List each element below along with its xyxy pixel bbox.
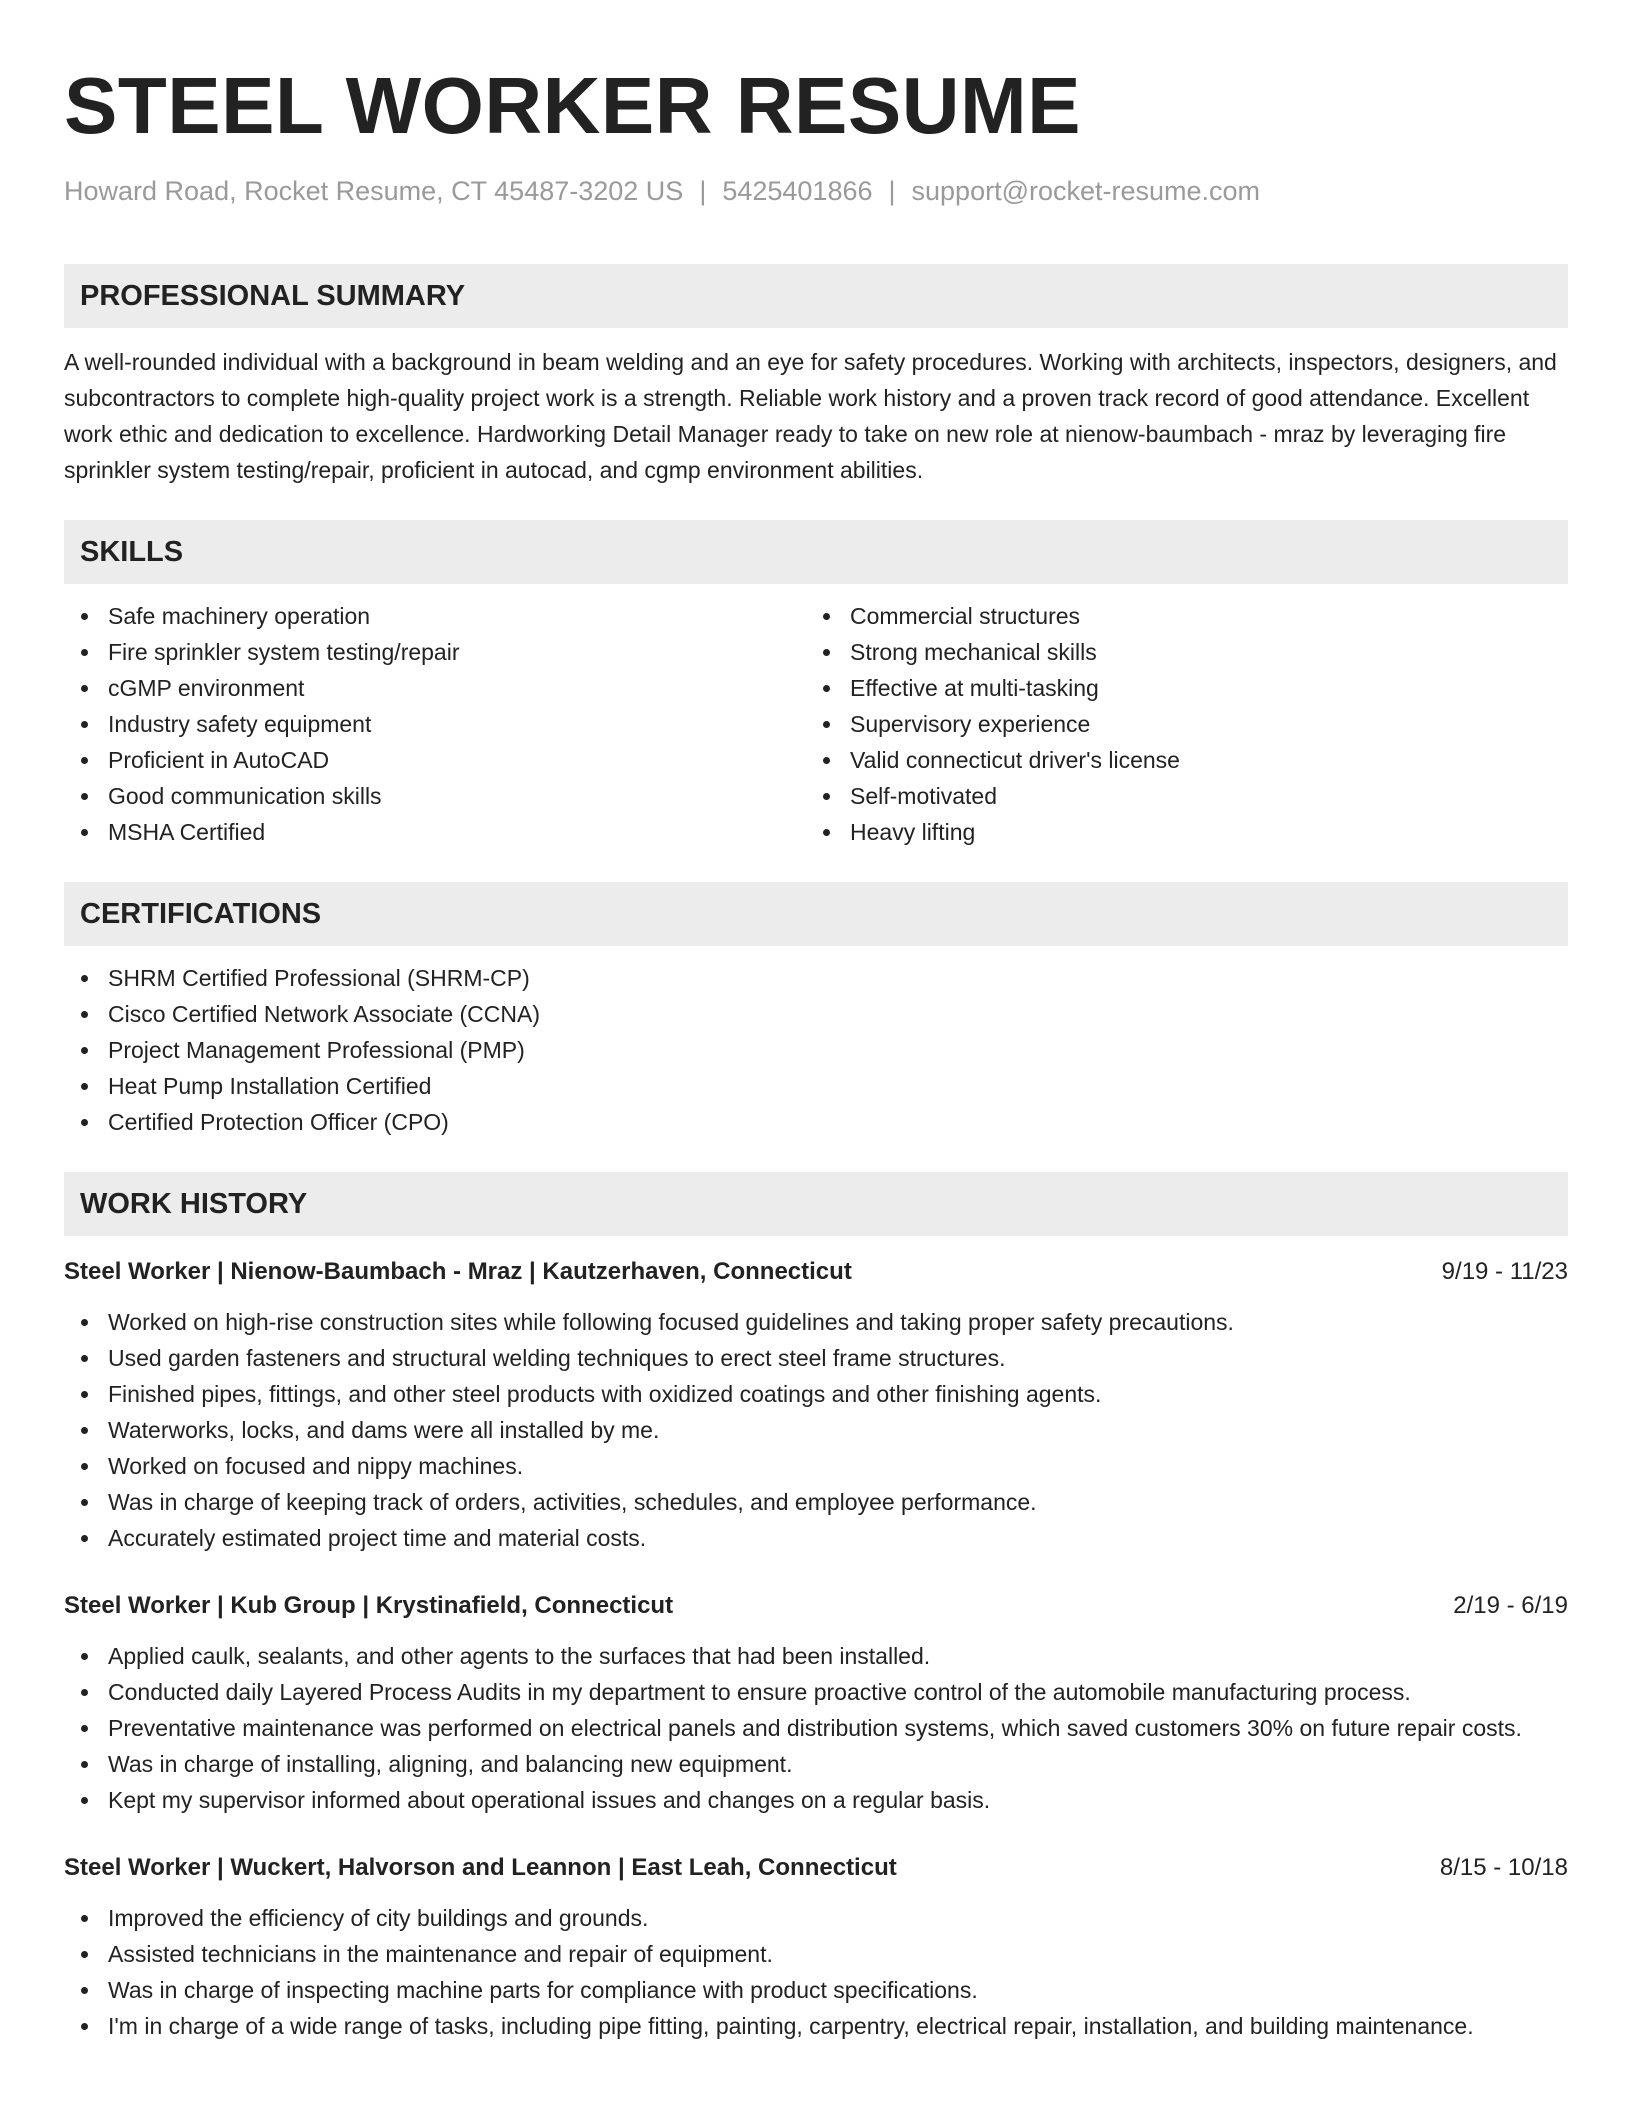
job-duty: Worked on high-rise construction sites while following focused guidelines and taking proper safety precautions.	[64, 1304, 1568, 1340]
skill-item: Valid connecticut driver's license	[806, 742, 1548, 778]
job-duty: Conducted daily Layered Process Audits in my department to ensure proactive control of the automobile manufacturing process.	[64, 1674, 1568, 1710]
section-header-summary: PROFESSIONAL SUMMARY	[64, 264, 1568, 328]
skill-item: Self-motivated	[806, 778, 1548, 814]
contact-separator: |	[888, 176, 896, 206]
skill-item: Fire sprinkler system testing/repair	[64, 634, 806, 670]
job-duty: Was in charge of keeping track of orders, activities, schedules, and employee performance.	[64, 1484, 1568, 1520]
contact-line	[64, 174, 1568, 208]
job-duty: Was in charge of installing, aligning, and balancing new equipment.	[64, 1746, 1568, 1782]
job-duty: I'm in charge of a wide range of tasks, including pipe fitting, painting, carpentry, electrical repair, installation, and building maintenance.	[64, 2008, 1568, 2044]
skill-item: Safe machinery operation	[64, 598, 806, 634]
job-entry	[64, 1850, 1568, 2044]
summary-text: A well-rounded individual with a background in beam welding and an eye for safety procedures. Working with architects, inspectors, designers, and subcontractors to complete high-quality project work is a strength. Reliable work history and a proven track record of good attendance. Excellent work ethic and dedication to excellence. Hardworking Detail Manager ready to take on new role at nienow-baumbach - mraz by leveraging fire sprinkler system testing/repair, proficient in autocad, and cgmp environment abilities.	[64, 349, 1557, 483]
job-duty: Waterworks, locks, and dams were all installed by me.	[64, 1412, 1568, 1448]
job-duty: Applied caulk, sealants, and other agents to the surfaces that had been installed.	[64, 1638, 1568, 1674]
skill-item: Proficient in AutoCAD	[64, 742, 806, 778]
certification-item: SHRM Certified Professional (SHRM-CP)	[64, 960, 1568, 996]
job-entry	[64, 1588, 1568, 1818]
job-duties-list	[64, 1638, 1568, 1818]
skill-item: cGMP environment	[64, 670, 806, 706]
skill-item: Industry safety equipment	[64, 706, 806, 742]
job-dates: 9/19 - 11/23	[1441, 1258, 1568, 1285]
certification-item: Project Management Professional (PMP)	[64, 1032, 1568, 1068]
job-duty: Preventative maintenance was performed on electrical panels and distribution systems, which saved customers 30% on future repair costs.	[64, 1710, 1568, 1746]
job-title: Steel Worker | Wuckert, Halvorson and Leannon | East Leah, Connecticut	[64, 1854, 897, 1881]
resume-page	[64, 0, 1568, 2044]
job-duty: Kept my supervisor informed about operational issues and changes on a regular basis.	[64, 1782, 1568, 1818]
job-title: Steel Worker | Kub Group | Krystinafield, Connecticut	[64, 1592, 674, 1619]
contact-address: Howard Road, Rocket Resume, CT 45487-3202 US	[64, 176, 684, 206]
contact-email: support@rocket-resume.com	[911, 176, 1261, 206]
job-duty: Assisted technicians in the maintenance and repair of equipment.	[64, 1936, 1568, 1972]
contact-phone: 5425401866	[722, 176, 873, 206]
certification-item: Cisco Certified Network Associate (CCNA)	[64, 996, 1568, 1032]
job-entry	[64, 1254, 1568, 1556]
job-duty: Worked on focused and nippy machines.	[64, 1448, 1568, 1484]
skill-item: Commercial structures	[806, 598, 1548, 634]
skills-columns	[64, 584, 1568, 850]
section-header-skills: SKILLS	[64, 520, 1568, 584]
job-header	[64, 1588, 1568, 1624]
skill-item: Effective at multi-tasking	[806, 670, 1548, 706]
section-header-certifications: CERTIFICATIONS	[64, 882, 1568, 946]
job-duties-list	[64, 1304, 1568, 1556]
skills-list-right	[806, 598, 1548, 850]
contact-separator: |	[699, 176, 707, 206]
job-duty: Finished pipes, fittings, and other steel products with oxidized coatings and other finishing agents.	[64, 1376, 1568, 1412]
section-header-work-history: WORK HISTORY	[64, 1172, 1568, 1236]
certifications-list	[64, 960, 1568, 1140]
certification-item: Certified Protection Officer (CPO)	[64, 1104, 1568, 1140]
skill-item: Good communication skills	[64, 778, 806, 814]
job-duties-list	[64, 1900, 1568, 2044]
resume-title: STEEL WORKER RESUME	[64, 61, 1081, 150]
job-dates: 2/19 - 6/19	[1453, 1592, 1568, 1619]
job-header	[64, 1850, 1568, 1886]
certification-item: Heat Pump Installation Certified	[64, 1068, 1568, 1104]
job-duty: Used garden fasteners and structural welding techniques to erect steel frame structures.	[64, 1340, 1568, 1376]
job-duty: Accurately estimated project time and material costs.	[64, 1520, 1568, 1556]
job-duty: Improved the efficiency of city buildings and grounds.	[64, 1900, 1568, 1936]
skill-item: Supervisory experience	[806, 706, 1548, 742]
job-title: Steel Worker | Nienow-Baumbach - Mraz | Kautzerhaven, Connecticut	[64, 1258, 852, 1285]
job-dates: 8/15 - 10/18	[1439, 1854, 1568, 1881]
skill-item: Strong mechanical skills	[806, 634, 1548, 670]
skill-item: Heavy lifting	[806, 814, 1548, 850]
skill-item: MSHA Certified	[64, 814, 806, 850]
job-duty: Was in charge of inspecting machine parts for compliance with product specifications.	[64, 1972, 1568, 2008]
job-header	[64, 1254, 1568, 1290]
skills-list-left	[64, 598, 806, 850]
